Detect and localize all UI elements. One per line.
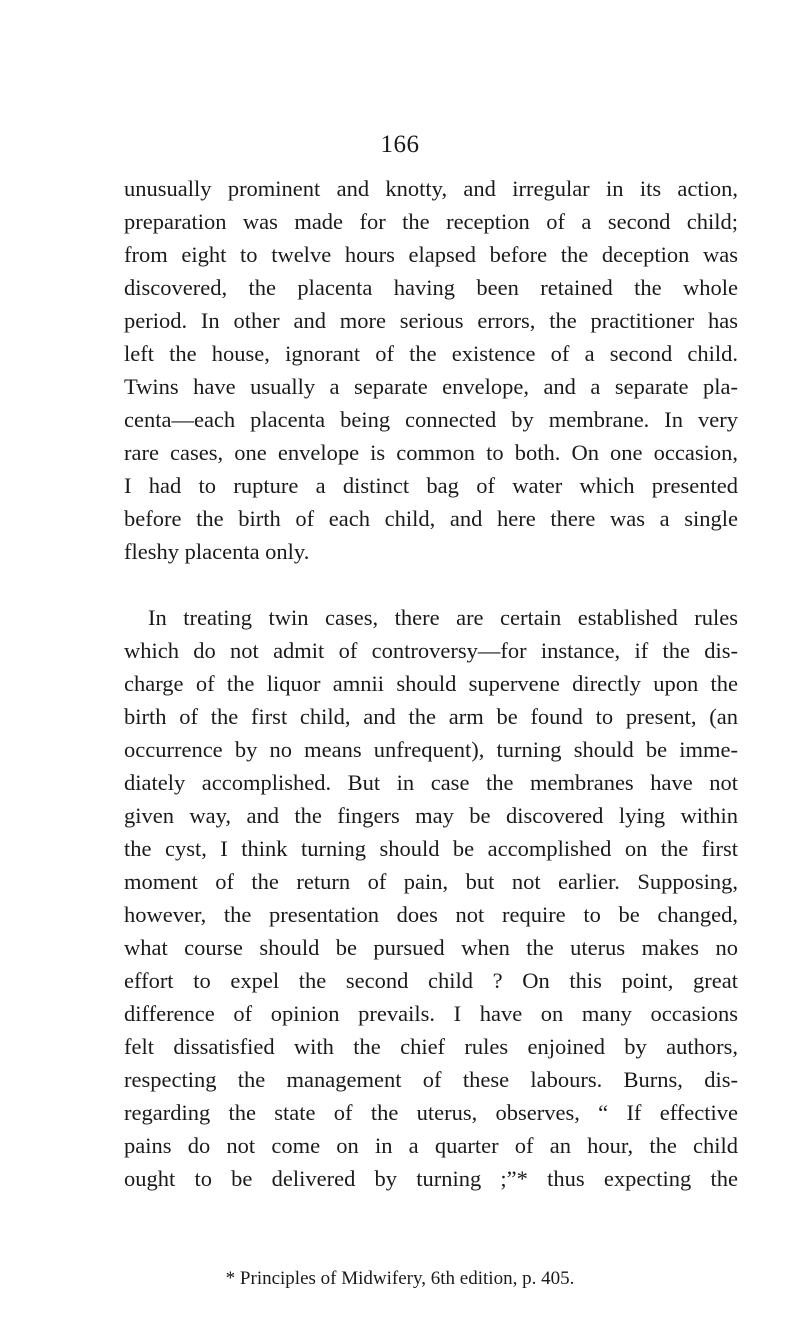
text-line: discovered, the placenta having been retained the whole	[124, 275, 738, 300]
text-line: fleshy placenta only.	[124, 539, 310, 564]
text-line: effort to expel the second child ? On this point, great	[124, 968, 738, 993]
text-line: given way, and the fingers may be discovered lying within	[124, 803, 738, 828]
text-line: rare cases, one envelope is common to both. On one occasion,	[124, 440, 738, 465]
text-line: from eight to twelve hours elapsed before the deception was	[124, 242, 738, 267]
text-line: difference of opinion prevails. I have on many occasions	[124, 1001, 738, 1026]
text-line: before the birth of each child, and here there was a single	[124, 506, 738, 531]
paragraph-gap	[124, 568, 738, 601]
text-line: I had to rupture a distinct bag of water which presented	[124, 473, 738, 498]
text-line: occurrence by no means unfrequent), turning should be imme-	[124, 737, 738, 762]
text-line: birth of the first child, and the arm be found to present, (an	[124, 704, 738, 729]
text-line: however, the presentation does not require to be changed,	[124, 902, 738, 927]
text-line: unusually prominent and knotty, and irregular in its action,	[124, 176, 738, 201]
page-number: 166	[380, 131, 420, 158]
text-line: felt dissatisfied with the chief rules enjoined by authors,	[124, 1034, 738, 1059]
text-line: pains do not come on in a quarter of an hour, the child	[124, 1133, 738, 1158]
text-line: what course should be pursued when the uterus makes no	[124, 935, 738, 960]
footnote: * Principles of Midwifery, 6th edition, p. 405.	[225, 1268, 575, 1289]
text-line: the cyst, I think turning should be accomplished on the first	[124, 836, 738, 861]
text-line: which do not admit of controversy—for instance, if the dis-	[124, 638, 738, 663]
text-line: regarding the state of the uterus, observes, “ If effective	[124, 1100, 738, 1125]
text-line: moment of the return of pain, but not earlier. Supposing,	[124, 869, 738, 894]
text-line: left the house, ignorant of the existence of a second child.	[124, 341, 738, 366]
text-line: charge of the liquor amnii should supervene directly upon the	[124, 671, 738, 696]
body-text	[124, 172, 738, 1195]
text-line: preparation was made for the reception of a second child;	[124, 209, 738, 234]
text-line: period. In other and more serious errors, the practitioner has	[124, 308, 738, 333]
text-line: ought to be delivered by turning ;”* thus expecting the	[124, 1166, 738, 1191]
text-line: diately accomplished. But in case the membranes have not	[124, 770, 738, 795]
text-line: Twins have usually a separate envelope, and a separate pla-	[124, 374, 738, 399]
text-line: centa—each placenta being connected by membrane. In very	[124, 407, 738, 432]
text-line: respecting the management of these labours. Burns, dis-	[124, 1067, 738, 1092]
text-line: In treating twin cases, there are certain established rules	[148, 605, 738, 630]
